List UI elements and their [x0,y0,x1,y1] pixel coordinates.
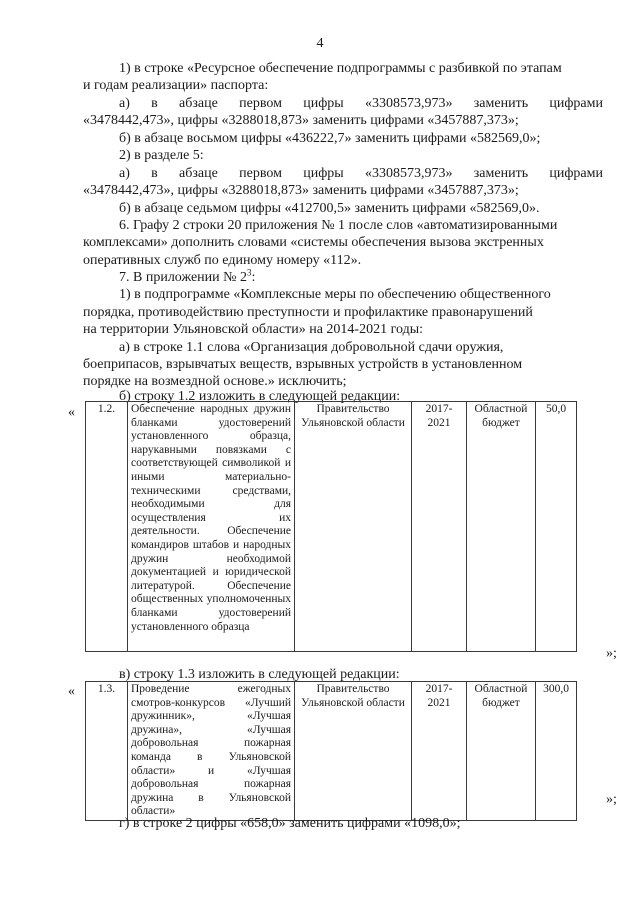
amount-cell: 300,0 [536,682,577,821]
funding-source-cell: Областной бюджет [467,402,536,652]
table-row [86,402,577,652]
para-10-line-3: порядке на возмездной основе.» исключить; [83,374,347,389]
para-8-colon: : [251,270,256,285]
quote-close-1: »; [606,646,617,661]
page-number: 4 [316,36,324,51]
para-9-line-1: 1) в подпрограмме «Комплексные меры по обеспечению общественного [119,287,551,302]
para-9-line-3: на территории Ульяновской области» на 2014-2021 годы: [83,322,423,337]
executor-cell: Правительство Ульяновской области [295,402,412,652]
description-cell: Проведение ежегодных смотров-конкурсов «Лучший дружинник», «Лучшая дружина», «Лучшая добровольная пожарная команда в Ульяновской области» и «Лучшая добровольная пожарная дружина в Ульяновской области» [128,682,295,821]
para-7-line-1: 6. Графу 2 строки 20 приложения № 1 после слов «автоматизированными [119,218,558,233]
amount-cell: 50,0 [536,402,577,652]
years-cell: 2017-2021 [412,682,467,821]
para-7-line-2: комплексами» дополнить словами «системы обеспечения вызова экстренных [83,235,544,250]
amendment-table-row-1-3 [85,681,577,821]
para-5-line-2: «3478442,473», цифры «3288018,873» заменить цифрами «3457887,373»; [83,183,519,198]
executor-cell: Правительство Ульяновской области [295,682,412,821]
para-8-superscript: 3 [247,267,252,278]
para-12: в) строку 1.3 изложить в следующей редакции: [119,667,400,682]
table-row [86,682,577,821]
para-2-line-2: «3478442,473», цифры «3288018,873» заменить цифрами «3457887,373»; [83,113,519,128]
row-number-cell: 1.3. [86,682,128,821]
para-9-line-2: порядка, противодействию преступности и профилактике правонарушений [83,305,533,320]
para-3: б) в абзаце восьмом цифры «436222,7» заменить цифрами «582569,0»; [119,131,541,146]
funding-source-cell: Областной бюджет [467,682,536,821]
para-11: б) строку 1.2 изложить в следующей редакции: [119,389,401,404]
para-5-line-1: а) в абзаце первом цифры «3308573,973» заменить цифрами [119,166,603,181]
description-cell: Обеспечение народных дружин бланками удостоверений установленного образца, нарукавными повязками с соответствующей символикой и иными материально-техническими средствами, необходимыми для осуществления их деятельности. Обеспечение командиров штабов и народных дружин необходимой документацией и юридической литературой. Обеспечение общественных уполномоченных бланками удостоверений установленного образца [128,402,295,652]
para-8 [119,269,255,286]
para-10-line-1: а) в строке 1.1 слова «Организация добровольной сдачи оружия, [119,340,504,355]
quote-open-1: « [68,405,75,420]
para-1-line-1: 1) в строке «Ресурсное обеспечение подпрограммы с разбивкой по этапам [119,61,562,76]
para-7-line-3: оперативных служб по единому номеру «112». [83,253,362,268]
para-4: 2) в разделе 5: [119,148,204,163]
quote-close-2: »; [606,792,617,807]
para-2-line-1: а) в абзаце первом цифры «3308573,973» заменить цифрами [119,96,603,111]
para-10-line-2: боеприпасов, взрывчатых веществ, взрывных устройств в установленном [83,357,523,372]
row-number-cell: 1.2. [86,402,128,652]
amendment-table-row-1-2 [85,401,577,652]
para-1-line-2: и годам реализации» паспорта: [83,78,269,93]
years-cell: 2017-2021 [412,402,467,652]
para-8-text: 7. В приложении № 2 [119,270,247,285]
para-13: г) в строке 2 цифры «658,0» заменить цифрами «1098,0»; [119,816,461,831]
para-6: б) в абзаце седьмом цифры «412700,5» заменить цифрами «582569,0». [119,201,540,216]
quote-open-2: « [68,684,75,699]
